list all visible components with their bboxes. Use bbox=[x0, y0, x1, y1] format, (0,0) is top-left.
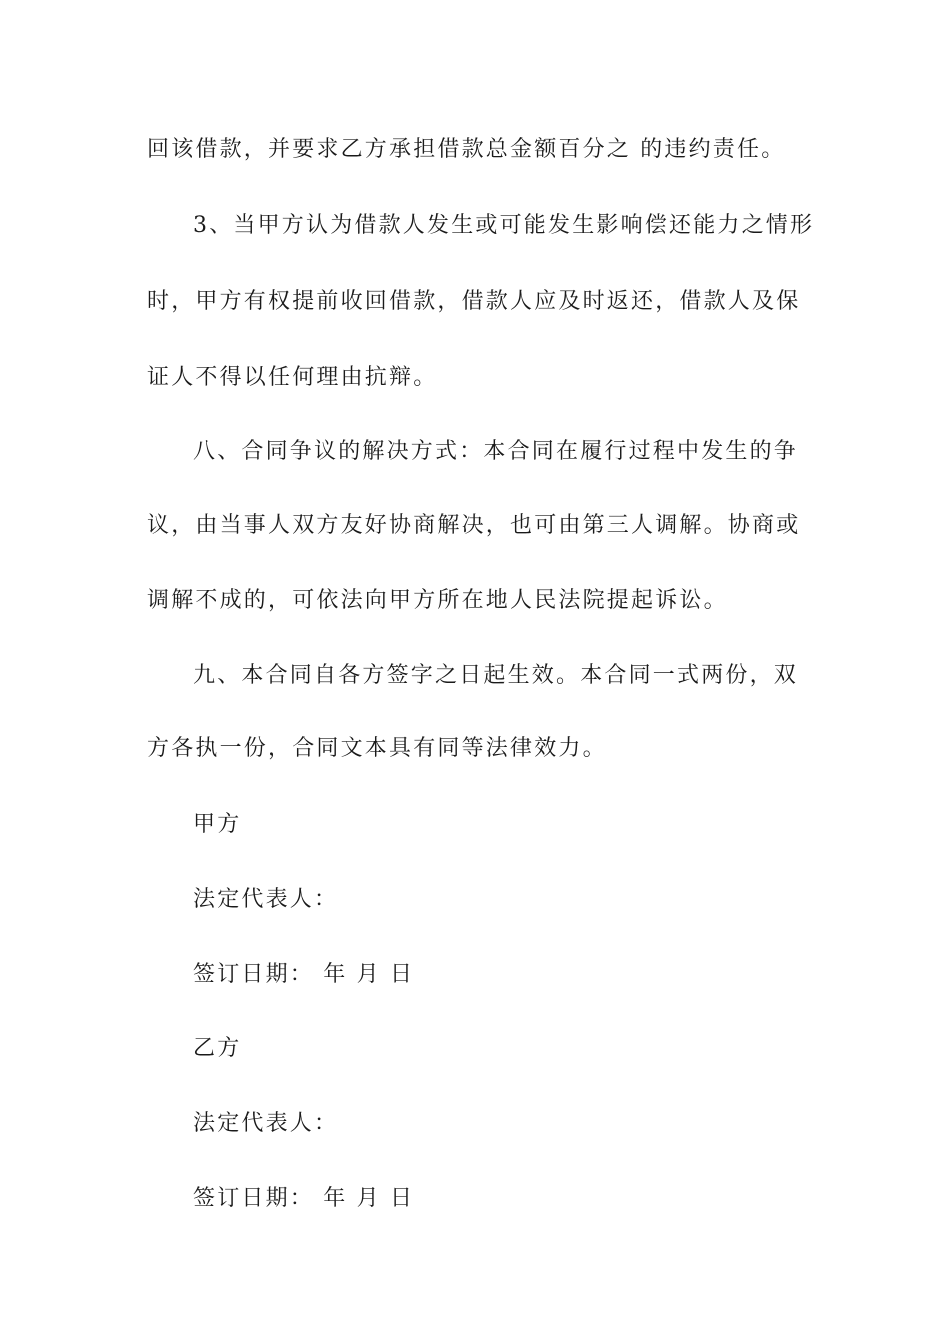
clause-9-line-1: 九、本合同自各方签字之日起生效。本合同一式两份，双 bbox=[193, 663, 799, 688]
clause-7-continuation-line: 回该借款，并要求乙方承担借款总金额百分之 的违约责任。 bbox=[147, 137, 786, 162]
clause-7-item-3-line-2: 时，甲方有权提前收回借款，借款人应及时返还，借款人及保 bbox=[147, 289, 801, 314]
clause-8-line-3: 调解不成的，可依法向甲方所在地人民法院提起诉讼。 bbox=[147, 588, 728, 613]
clause-8-line-2: 议，由当事人双方友好协商解决，也可由第三人调解。协商或 bbox=[147, 513, 801, 538]
clause-8-line-1: 八、合同争议的解决方式：本合同在履行过程中发生的争 bbox=[193, 439, 799, 464]
clause-7-item-3-line-1: 3、当甲方认为借款人发生或可能发生影响偿还能力之情形 bbox=[193, 213, 815, 238]
party-a-representative: 法定代表人： bbox=[193, 887, 339, 912]
party-a-label: 甲方 bbox=[193, 812, 242, 837]
clause-7-item-3-line-3: 证人不得以任何理由抗辩。 bbox=[147, 365, 438, 390]
party-b-representative: 法定代表人： bbox=[193, 1111, 339, 1136]
party-b-label: 乙方 bbox=[193, 1036, 242, 1061]
party-a-sign-date: 签订日期： 年 月 日 bbox=[193, 962, 415, 987]
party-b-sign-date: 签订日期： 年 月 日 bbox=[193, 1186, 415, 1211]
clause-9-line-2: 方各执一份，合同文本具有同等法律效力。 bbox=[147, 736, 607, 761]
